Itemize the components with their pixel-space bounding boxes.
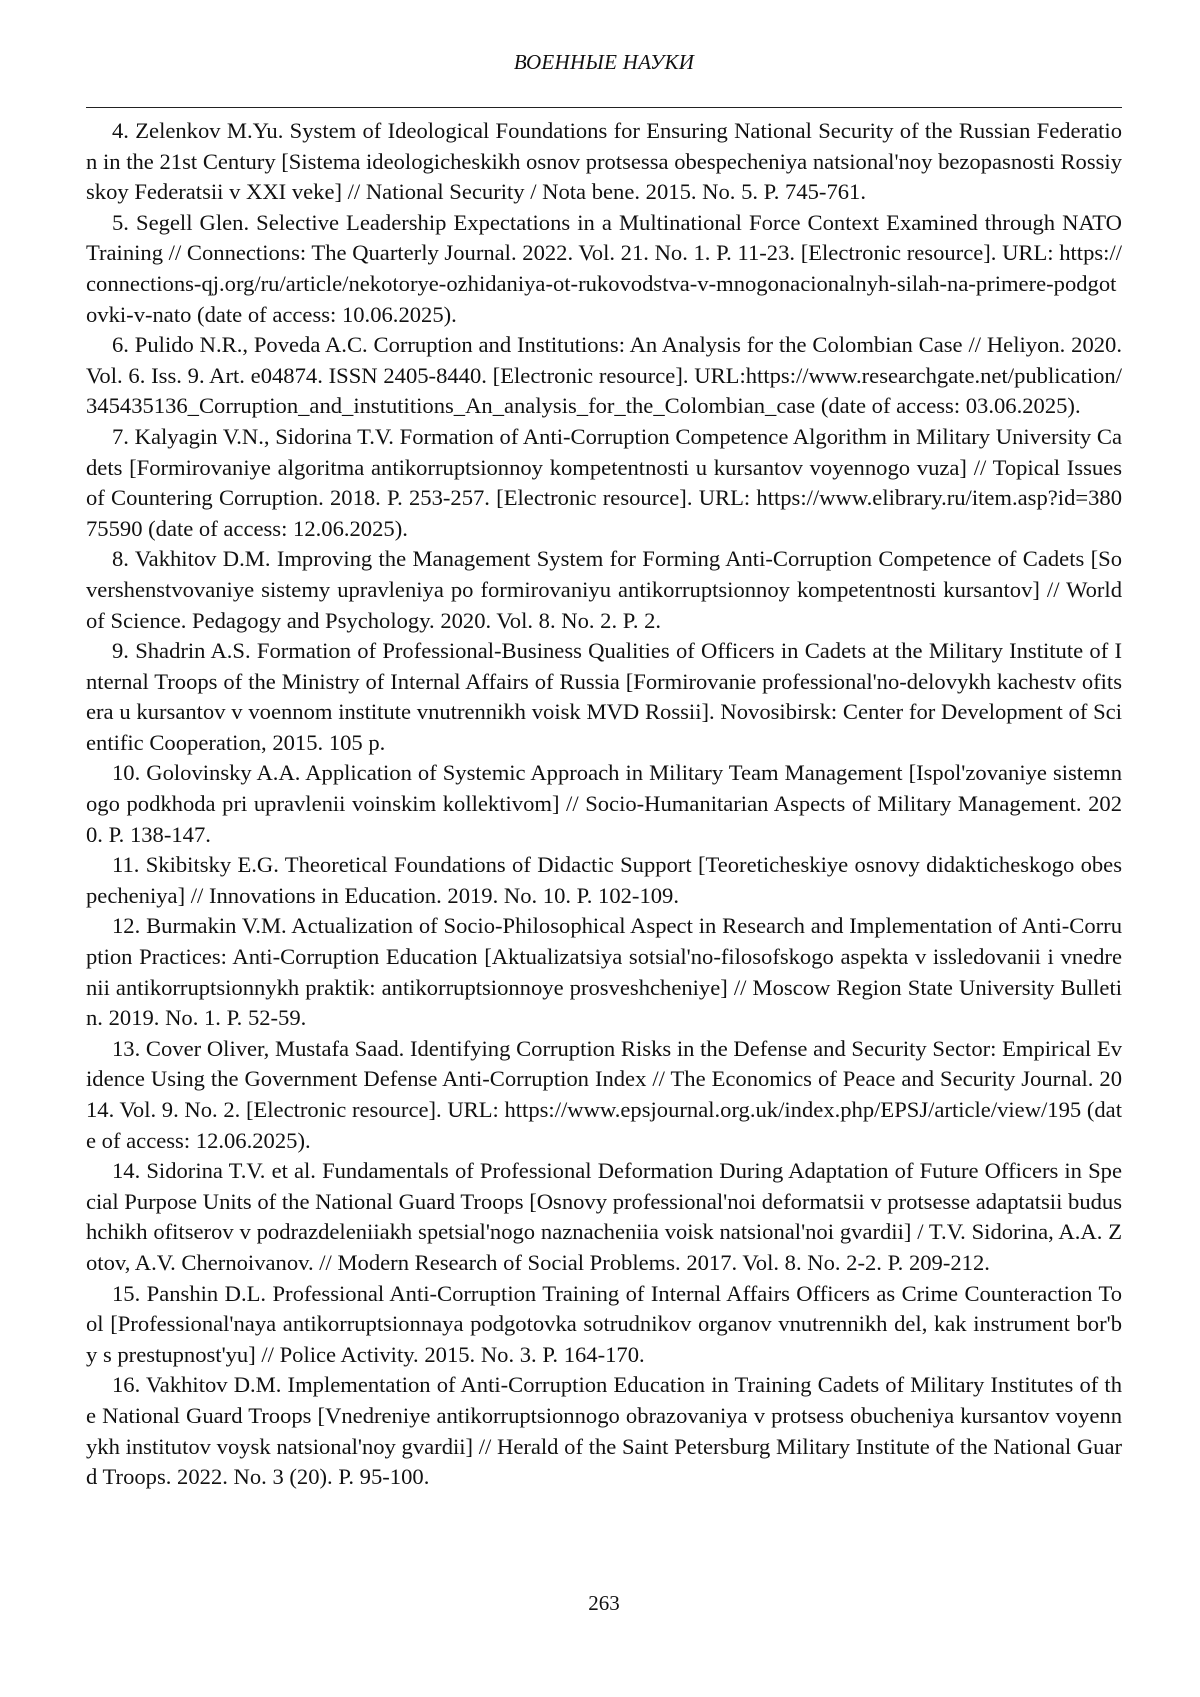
running-header: ВОЕННЫЕ НАУКИ <box>513 50 695 74</box>
reference-item: 7. Kalyagin V.N., Sidorina T.V. Formation of Anti-Corruption Competence Algorithm in Military University Cadets [Formirovaniye algoritma antikorruptsionnoy kompetentnosti u kursantov voyennogo vuza] // Topical Issues of Countering Corruption. 2018. P. 253-257. [Electronic resource]. URL: https://www.elibrary.ru/item.asp?id=38075590 (date of access: 12.06.2025). <box>86 423 1122 541</box>
reference-item: 5. Segell Glen. Selective Leadership Expectations in a Multinational Force Context Examined through NATO Training // Connections: The Quarterly Journal. 2022. Vol. 21. No. 1. P. 11-23. [Electronic resource]. URL: https://connections-qj.org/ru/article/nekotorye-ozhidaniya-ot-rukovodstva-v-mnogonacionalnyh-silah-na-primere-podgotovki-v-nato (date of access: 10.06.2025). <box>86 209 1122 327</box>
reference-list <box>86 116 1122 1493</box>
header-divider <box>86 107 1122 108</box>
reference-item: 13. Cover Oliver, Mustafa Saad. Identifying Corruption Risks in the Defense and Security Sector: Empirical Evidence Using the Government Defense Anti-Corruption Index // The Economics of Peace and Security Journal. 2014. Vol. 9. No. 2. [Electronic resource]. URL: https://www.epsjournal.org.uk/index.php/EPSJ/article/view/195 (date of access: 12.06.2025). <box>86 1035 1122 1153</box>
reference-item: 11. Skibitsky E.G. Theoretical Foundations of Didactic Support [Teoreticheskiye osnovy didakticheskogo obespecheniya] // Innovations in Education. 2019. No. 10. P. 102-109. <box>86 852 1122 908</box>
page-number: 263 <box>588 1591 620 1615</box>
reference-item: 9. Shadrin A.S. Formation of Professional-Business Qualities of Officers in Cadets at the Military Institute of Internal Troops of the Ministry of Internal Affairs of Russia [Formirovanie professional'no-delovykh kachestv ofitsera u kursantov v voennom institute vnutrennikh voisk MVD Rossii]. Novosibirsk: Center for Development of Scientific Cooperation, 2015. 105 p. <box>86 638 1122 755</box>
reference-item: 14. Sidorina T.V. et al. Fundamentals of Professional Deformation During Adaptation of Future Officers in Special Purpose Units of the National Guard Troops [Osnovy professional'noi deformatsii v protsesse adaptatsii budushchikh ofitserov v podrazdeleniiakh spetsial'nogo naznacheniia voisk natsional'noi gvardii] / T.V. Sidorina, A.A. Zotov, A.V. Chernoivanov. // Modern Research of Social Problems. 2017. Vol. 8. No. 2-2. P. 209-212. <box>86 1158 1122 1275</box>
reference-item: 12. Burmakin V.M. Actualization of Socio-Philosophical Aspect in Research and Implementation of Anti-Corruption Practices: Anti-Corruption Education [Aktualizatsiya sotsial'no-filosofskogo aspekta v issledovanii i vnedrenii antikorruptsionnykh praktik: antikorruptsionnoye prosveshcheniye] // Moscow Region State University Bulletin. 2019. No. 1. P. 52-59. <box>86 913 1122 1031</box>
reference-item: 4. Zelenkov M.Yu. System of Ideological Foundations for Ensuring National Security of the Russian Federation in the 21st Century [Sistema ideologicheskikh osnov protsessa obespecheniya natsional'noy bezopasnosti Rossiyskoy Federatsii v XXI veke] // National Security / Nota bene. 2015. No. 5. P. 745-761. <box>86 118 1122 205</box>
reference-item: 10. Golovinsky A.A. Application of Systemic Approach in Military Team Management [Ispol'zovaniye sistemnogo podkhoda pri upravlenii voinskim kollektivom] // Socio-Humanitarian Aspects of Military Management. 2020. P. 138-147. <box>86 760 1122 847</box>
reference-item: 8. Vakhitov D.M. Improving the Management System for Forming Anti-Corruption Competence of Cadets [Sovershenstvovaniye sistemy upravleniya po formirovaniyu antikorruptsionnoy kompetentnosti kursantov] // World of Science. Pedagogy and Psychology. 2020. Vol. 8. No. 2. P. 2. <box>86 546 1122 633</box>
reference-item: 16. Vakhitov D.M. Implementation of Anti-Corruption Education in Training Cadets of Military Institutes of the National Guard Troops [Vnedreniye antikorruptsionnogo obrazovaniya v protsess obucheniya kursantov voyennykh institutov voysk natsional'noy gvardii] // Herald of the Saint Petersburg Military Institute of the National Guard Troops. 2022. No. 3 (20). P. 95-100. <box>86 1372 1122 1490</box>
reference-item: 15. Panshin D.L. Professional Anti-Corruption Training of Internal Affairs Officers as Crime Counteraction Tool [Professional'naya antikorruptsionnaya podgotovka sotrudnikov organov vnutrennikh del, kak instrument bor'by s prestupnost'yu] // Police Activity. 2015. No. 3. P. 164-170. <box>86 1280 1122 1367</box>
reference-item: 6. Pulido N.R., Poveda A.C. Corruption and Institutions: An Analysis for the Colombian Case // Heliyon. 2020. Vol. 6. Iss. 9. Art. e04874. ISSN 2405-8440. [Electronic resource]. URL:https://www.researchgate.net/publication/345435136_Corruption_and_instutitions_An_analysis_for_the_Colombian_case (date of access: 03.06.2025). <box>86 332 1122 419</box>
